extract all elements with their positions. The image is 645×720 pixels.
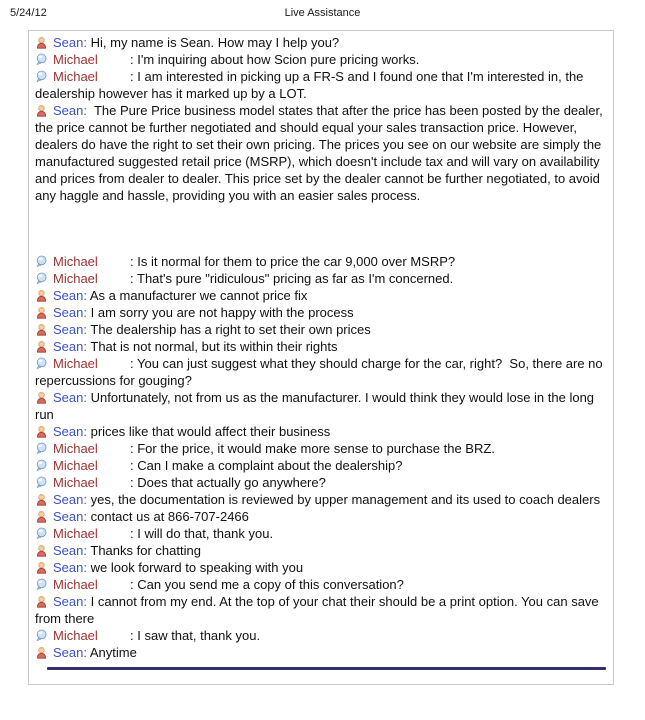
message-text: I cannot from my end. At the top of your chat their should be a print option. You can save from there (35, 594, 603, 626)
message-text: You can just suggest what they should charge for the car, right? So, there are no repercussions for gouging? (35, 356, 607, 388)
chat-message (35, 51, 607, 68)
chat-message (35, 321, 607, 338)
chat-message (35, 389, 607, 423)
person-avatar-icon (35, 289, 49, 302)
chat-message (35, 525, 607, 542)
speaker-name: Michael (53, 271, 98, 286)
speaker-separator: : (130, 356, 137, 371)
speaker-separator: : (130, 475, 138, 490)
chat-message (35, 457, 607, 474)
message-list (35, 34, 607, 661)
chat-message (35, 491, 607, 508)
speech-bubble-icon (35, 357, 49, 370)
person-avatar-icon (35, 306, 49, 319)
speaker-name: Michael (53, 52, 98, 67)
chat-message (35, 474, 607, 491)
speech-bubble-icon (35, 442, 49, 455)
person-avatar-icon (35, 323, 49, 336)
print-header (0, 0, 645, 30)
message-text: prices like that would affect their business (90, 424, 331, 439)
speaker-separator: : (130, 441, 138, 456)
speech-bubble-icon (35, 629, 49, 642)
speaker-name: Michael (53, 69, 98, 84)
speaker-name: Michael (53, 628, 98, 643)
speaker-separator: : (83, 35, 91, 50)
message-text: As a manufacturer we cannot price fix (89, 288, 308, 303)
chat-message (35, 304, 607, 321)
speaker-name: Sean (53, 424, 84, 439)
chat-message (35, 644, 607, 661)
chat-message (35, 559, 607, 576)
speaker-separator: : (130, 52, 138, 67)
speaker-separator: : (83, 424, 91, 439)
message-text: That's pure "ridiculous" pricing as far as I'm concerned. (137, 271, 454, 286)
chat-message (35, 34, 607, 51)
speaker-separator: : (83, 305, 91, 320)
speaker-separator: : (130, 254, 138, 269)
message-text: Thanks for chatting (90, 543, 201, 558)
speaker-separator: : (83, 390, 91, 405)
message-text: contact us at 866-707-2466 (90, 509, 249, 524)
message-text: yes, the documentation is reviewed by upper management and its used to coach dealers (90, 492, 601, 507)
message-text: Is it normal for them to price the car 9,000 over MSRP? (137, 254, 456, 269)
person-avatar-icon (35, 646, 49, 659)
blank-gap (35, 204, 607, 253)
speaker-separator: : (130, 526, 138, 541)
message-text: The dealership has a right to set their own prices (90, 322, 371, 337)
message-text: Hi, my name is Sean. How may I help you? (90, 35, 340, 50)
speaker-name: Sean (53, 560, 84, 575)
speaker-separator: : (130, 69, 138, 84)
speaker-separator: : (83, 288, 90, 303)
speaker-separator: : (83, 594, 91, 609)
speech-bubble-icon (35, 578, 49, 591)
chat-message (35, 593, 607, 627)
person-avatar-icon (35, 561, 49, 574)
person-avatar-icon (35, 595, 49, 608)
speaker-separator: : (83, 509, 91, 524)
message-text: Anytime (89, 645, 137, 660)
speech-bubble-icon (35, 70, 49, 83)
message-text: I am interested in picking up a FR-S and I found one that I'm interested in, the dealership however has it marked up by a LOT. (35, 69, 588, 101)
speaker-separator: : (83, 645, 90, 660)
person-avatar-icon (35, 340, 49, 353)
speaker-name: Sean (53, 339, 84, 354)
message-text: Unfortunately, not from us as the manufacturer. I would think they would lose in the long run (35, 390, 598, 422)
message-text: I will do that, thank you. (137, 526, 274, 541)
person-avatar-icon (35, 391, 49, 404)
speaker-name: Michael (53, 475, 98, 490)
speaker-separator: : (83, 103, 91, 118)
chat-message (35, 542, 607, 559)
speaker-separator: : (130, 271, 137, 286)
speech-bubble-icon (35, 527, 49, 540)
speaker-separator: : (130, 458, 138, 473)
speaker-separator: : (130, 577, 138, 592)
message-text: That is not normal, but its within their rights (90, 339, 338, 354)
speaker-separator: : (83, 322, 91, 337)
speaker-name: Michael (53, 254, 98, 269)
speaker-name: Michael (53, 458, 98, 473)
message-text: we look forward to speaking with you (90, 560, 304, 575)
message-text: For the price, it would make more sense to purchase the BRZ. (137, 441, 495, 456)
speech-bubble-icon (35, 476, 49, 489)
person-avatar-icon (35, 36, 49, 49)
chat-message (35, 270, 607, 287)
message-text: I'm inquiring about how Scion pure pricing works. (137, 52, 420, 67)
message-text: I saw that, thank you. (137, 628, 261, 643)
chat-message (35, 355, 607, 389)
message-text: The Pure Price business model states that after the price has been posted by the dealer, the price cannot be further negotiated and should equal your sales transaction price. However, dealers do have the right to set their own pricing. The prices you see on our website are simply the manufactured suggested retail price (MSRP), which doesn't include tax and will vary on availability and prices from dealer to dealer. This price set by the dealer cannot be further negotiated, to avoid any haggle and hassle, providing you with an easier sales process. (35, 103, 607, 203)
speaker-name: Sean (53, 509, 84, 524)
chat-message (35, 68, 607, 102)
speaker-separator: : (83, 492, 91, 507)
speaker-name: Sean (53, 645, 84, 660)
speaker-name: Sean (53, 288, 84, 303)
person-avatar-icon (35, 510, 49, 523)
chat-transcript (28, 30, 614, 685)
chat-message (35, 440, 607, 457)
chat-message (35, 576, 607, 593)
speaker-name: Michael (53, 526, 98, 541)
speaker-name: Sean (53, 390, 84, 405)
speaker-name: Sean (53, 594, 84, 609)
chat-message (35, 423, 607, 440)
page-title: Live Assistance (284, 7, 361, 19)
speaker-name: Sean (53, 543, 84, 558)
person-avatar-icon (35, 493, 49, 506)
message-text: Can I make a complaint about the dealership? (137, 458, 403, 473)
speaker-name: Michael (53, 356, 98, 371)
chat-message (35, 627, 607, 644)
speaker-name: Sean (53, 492, 84, 507)
speaker-separator: : (83, 560, 91, 575)
speaker-name: Michael (53, 441, 98, 456)
bottom-rule (47, 667, 606, 670)
speech-bubble-icon (35, 53, 49, 66)
message-text: I am sorry you are not happy with the process (90, 305, 354, 320)
speaker-separator: : (130, 628, 138, 643)
chat-message (35, 253, 607, 270)
message-text: Can you send me a copy of this conversation? (137, 577, 404, 592)
speech-bubble-icon (35, 255, 49, 268)
chat-message (35, 508, 607, 525)
speech-bubble-icon (35, 459, 49, 472)
person-avatar-icon (35, 544, 49, 557)
speaker-name: Michael (53, 577, 98, 592)
speaker-separator: : (83, 543, 91, 558)
speaker-name: Sean (53, 35, 84, 50)
speech-bubble-icon (35, 272, 49, 285)
message-text: Does that actually go anywhere? (137, 475, 326, 490)
speaker-name: Sean (53, 322, 84, 337)
header-date: 5/24/12 (10, 7, 47, 19)
chat-message (35, 102, 607, 204)
chat-message (35, 338, 607, 355)
speaker-name: Sean (53, 103, 84, 118)
speaker-separator: : (83, 339, 91, 354)
person-avatar-icon (35, 425, 49, 438)
speaker-name: Sean (53, 305, 84, 320)
chat-message (35, 287, 607, 304)
person-avatar-icon (35, 104, 49, 117)
